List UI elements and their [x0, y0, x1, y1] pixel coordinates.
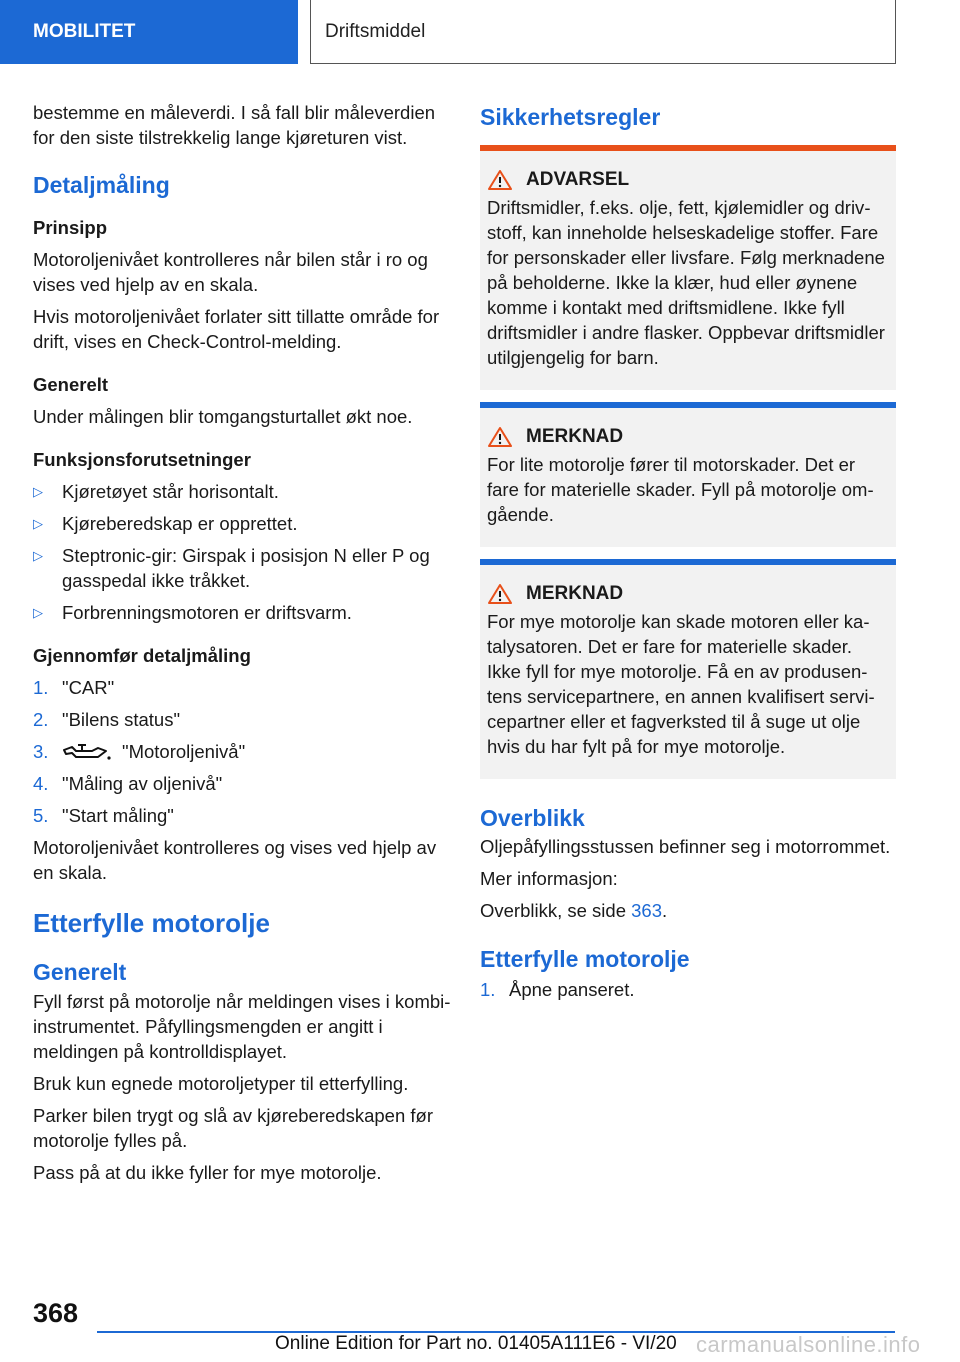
- general-heading: Generelt: [33, 374, 109, 395]
- warning-label: ADVARSEL: [487, 167, 890, 192]
- warning-bar: [480, 145, 896, 151]
- overview-heading: Overblikk: [480, 805, 585, 831]
- triangle-bullet-icon: ▷: [33, 605, 43, 620]
- triangle-bullet-icon: ▷: [33, 516, 43, 531]
- warning-triangle-icon: [487, 169, 513, 191]
- warning-text: Driftsmidler, f.eks. olje, fett, kjølemidler og drivstoff, kan inneholde helseskadelige stoffer. Fare for personskader eller livsfare. Følg merknadene på beholderne. Ikke la klær, hud eller øynene komme i kontakt med driftsmidlene. Ikke fyll driftsmidler i andre flasker. Oppbevar driftsmidler utilgjengelig for barn.: [487, 197, 885, 368]
- list-item: 4. "Måling av oljenivå": [33, 773, 223, 794]
- left-column: [33, 100, 451, 1185]
- note-label: MERKNAD: [487, 581, 890, 606]
- page-number: 368: [33, 1298, 79, 1328]
- note-bar: [480, 559, 896, 565]
- intro-paragraph: bestemme en måleverdi. I så fall blir måleverdien for den siste tilstrekkelig lange kjøreturen vist.: [33, 102, 436, 148]
- result-paragraph: Motoroljenivået kontrolleres og vises ved hjelp av en skala.: [33, 837, 437, 883]
- refill-paragraph-3: Parker bilen trygt og slå av kjøreberedskapen før motorolje fylles på.: [33, 1105, 433, 1151]
- refill-paragraph-4: Pass på at du ikke fyller for mye motorolje.: [33, 1162, 382, 1183]
- list-item: ▷ Steptronic-gir: Girspak i posisjon N eller P og gasspedal ikke tråkket.: [33, 545, 430, 591]
- section-tab: MOBILITET: [0, 0, 298, 64]
- watermark: carmanualsonline.info: [696, 1332, 921, 1357]
- right-column: [480, 100, 896, 1002]
- perform-heading: Gjennomfør detaljmåling: [33, 645, 251, 666]
- triangle-bullet-icon: ▷: [33, 484, 43, 499]
- warning-triangle-icon: [487, 583, 513, 605]
- requirements-list: [33, 479, 451, 625]
- more-info-label: Mer informasjon:: [480, 868, 618, 889]
- oil-can-icon: [62, 741, 112, 763]
- refill-paragraph-2: Bruk kun egnede motoroljetyper til etterfylling.: [33, 1073, 409, 1094]
- steps-list: [33, 675, 451, 828]
- requirements-heading: Funksjonsforutsetninger: [33, 449, 251, 470]
- note-box-2: [480, 559, 896, 779]
- list-item: ▷ Forbrenningsmotoren er driftsvarm.: [33, 602, 352, 623]
- list-item: 3. "Motoroljenivå": [33, 741, 246, 762]
- chapter-title: Driftsmiddel: [310, 0, 896, 64]
- note-text: For mye motorolje kan skade motoren eller katalysatoren. Det er fare for materielle skader. Ikke fyll for mye motorolje. Få en av produsentens servicepartnere, en annen kvalifisert servicepartner eller et fagverksted til å suge ut olje hvis du har fylt på for mye motorolje.: [487, 611, 875, 757]
- list-item: ▷ Kjøretøyet står horisontalt.: [33, 481, 279, 502]
- note-label: MERKNAD: [487, 424, 890, 449]
- refill-heading: Etterfylle motorolje: [33, 908, 270, 938]
- note-box-1: [480, 402, 896, 547]
- refill-steps-list: [480, 977, 896, 1002]
- warning-box: [480, 145, 896, 390]
- note-text: For lite motorolje fører til motorskader. Det er fare for materielle skader. Fyll på motorolje omgående.: [487, 454, 874, 525]
- overview-paragraph: Oljepåfyllingsstussen befinner seg i motorrommet.: [480, 836, 891, 857]
- list-item: 2. "Bilens status": [33, 709, 181, 730]
- warning-triangle-icon: [487, 426, 513, 448]
- general-paragraph: Under målingen blir tomgangsturtallet økt noe.: [33, 406, 413, 427]
- principle-heading: Prinsipp: [33, 217, 108, 238]
- see-page-reference: Overblikk, se side 363.: [480, 900, 668, 921]
- page-link-363[interactable]: 363: [631, 900, 663, 921]
- refill-heading-right: Etterfylle motorolje: [480, 946, 690, 972]
- safety-heading: Sikkerhetsregler: [480, 104, 661, 130]
- list-item: 1. "CAR": [33, 677, 115, 698]
- list-item: 5. "Start måling": [33, 805, 174, 826]
- detail-heading: Detaljmåling: [33, 172, 170, 198]
- list-item: ▷ Kjøreberedskap er opprettet.: [33, 513, 298, 534]
- triangle-bullet-icon: ▷: [33, 548, 43, 563]
- refill-paragraph-1: Fyll først på motorolje når meldingen vises i kombi-instrumentet. Påfyllingsmengden er angitt i meldingen på kontrolldisplayet.: [33, 991, 451, 1062]
- list-item: 1. Åpne panseret.: [480, 979, 635, 1000]
- edition-text: Online Edition for Part no. 01405A111E6 - VI/20: [275, 1333, 677, 1354]
- principle-paragraph-2: Hvis motoroljenivået forlater sitt tillatte område for drift, vises en Check-Control-melding.: [33, 306, 440, 352]
- principle-paragraph-1: Motoroljenivået kontrolleres når bilen står i ro og vises ved hjelp av en skala.: [33, 249, 428, 295]
- note-bar: [480, 402, 896, 408]
- refill-general-heading: Generelt: [33, 959, 127, 985]
